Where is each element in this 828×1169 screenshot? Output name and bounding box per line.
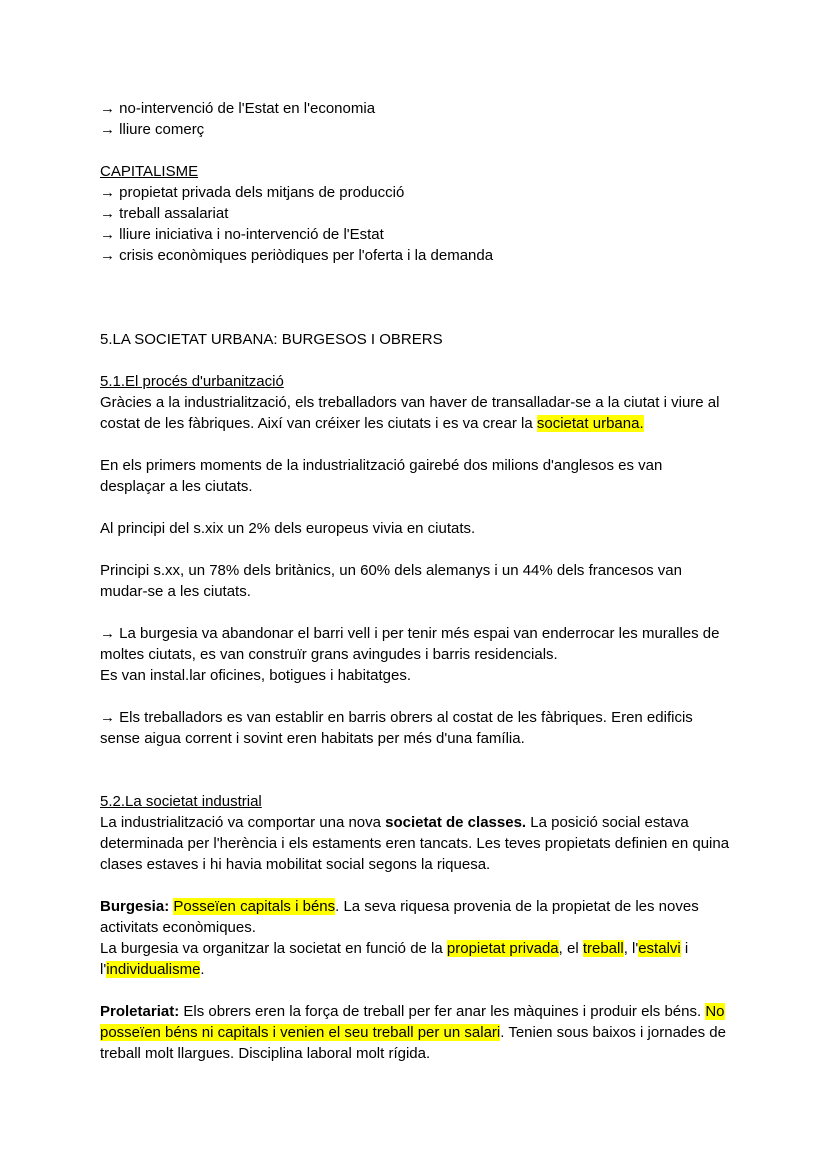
highlight: propietat privada <box>446 940 559 957</box>
list-item: → propietat privada dels mitjans de producció <box>100 184 405 201</box>
paragraph: Es van instal.lar oficines, botigues i habitatges. <box>100 667 412 684</box>
highlight: individualisme <box>106 961 201 978</box>
subsection-heading-urbanitzacio: 5.1.El procés d'urbanització <box>100 373 284 390</box>
term-label: Burgesia: <box>100 898 170 915</box>
paragraph: La industrialització va comportar una nova societat de classes. La posició social estava determinada per l'herència i els estaments eren tancats. Les teves propietats definien en quina clases estaves i hi havia mobilitat social segons la riquesa. <box>100 814 730 873</box>
section-title: 5.LA SOCIETAT URBANA: BURGESOS I OBRERS <box>100 331 443 348</box>
section-heading-capitalisme: CAPITALISME <box>100 163 199 180</box>
paragraph: → Els treballadors es van establir en barris obrers al costat de les fàbriques. Eren edificis sense aigua corrent i sovint eren habitats per més d'una família. <box>100 709 693 747</box>
highlight: estalvi <box>638 940 681 957</box>
term-label: Proletariat: <box>100 1003 180 1020</box>
paragraph: Al principi del s.xix un 2% dels europeus vivia en ciutats. <box>100 520 476 537</box>
subsection-heading-societat-industrial: 5.2.La societat industrial <box>100 793 262 810</box>
document-page <box>100 98 730 1064</box>
bold-term: societat de classes. <box>385 814 527 831</box>
highlight: treball <box>582 940 624 957</box>
highlight: No posseïen béns ni capitals i venien el seu treball per un salari <box>100 1003 725 1041</box>
highlight: societat urbana. <box>536 415 644 432</box>
paragraph: La burgesia va organitzar la societat en funció de la propietat privada, el treball, l'estalvi i l'individualisme. <box>100 940 689 978</box>
list-item: → no-intervenció de l'Estat en l'economia <box>100 100 376 117</box>
list-item: → lliure iniciativa i no-intervenció de l'Estat <box>100 226 384 243</box>
paragraph: → La burgesia va abandonar el barri vell i per tenir més espai van enderrocar les muralles de moltes ciutats, es van construïr grans avingudes i barris residencials. <box>100 625 720 663</box>
highlight: Posseïen capitals i béns <box>173 898 336 915</box>
paragraph: Gràcies a la industrialització, els treballadors van haver de transalladar-se a la ciutat i viure al costat de les fàbriques. Així van créixer les ciutats i es va crear la societat urbana. <box>100 394 720 432</box>
paragraph-burgesia: Burgesia: Posseïen capitals i béns. La seva riquesa provenia de la propietat de les noves activitats econòmiques. <box>100 898 699 936</box>
paragraph: En els primers moments de la industrialització gairebé dos milions d'anglesos es van desplaçar a les ciutats. <box>100 457 663 495</box>
list-item: → crisis econòmiques periòdiques per l'oferta i la demanda <box>100 247 494 264</box>
paragraph-proletariat: Proletariat: Els obrers eren la força de treball per fer anar les màquines i produir els béns. No posseïen béns ni capitals i venien el seu treball per un salari. Tenien sous baixos i jornades de treball molt llargues. Disciplina laboral molt rígida. <box>100 1003 726 1062</box>
list-item: → lliure comerç <box>100 121 205 138</box>
paragraph: Principi s.xx, un 78% dels britànics, un 60% dels alemanys i un 44% dels francesos van mudar-se a les ciutats. <box>100 562 682 600</box>
list-item: → treball assalariat <box>100 205 229 222</box>
